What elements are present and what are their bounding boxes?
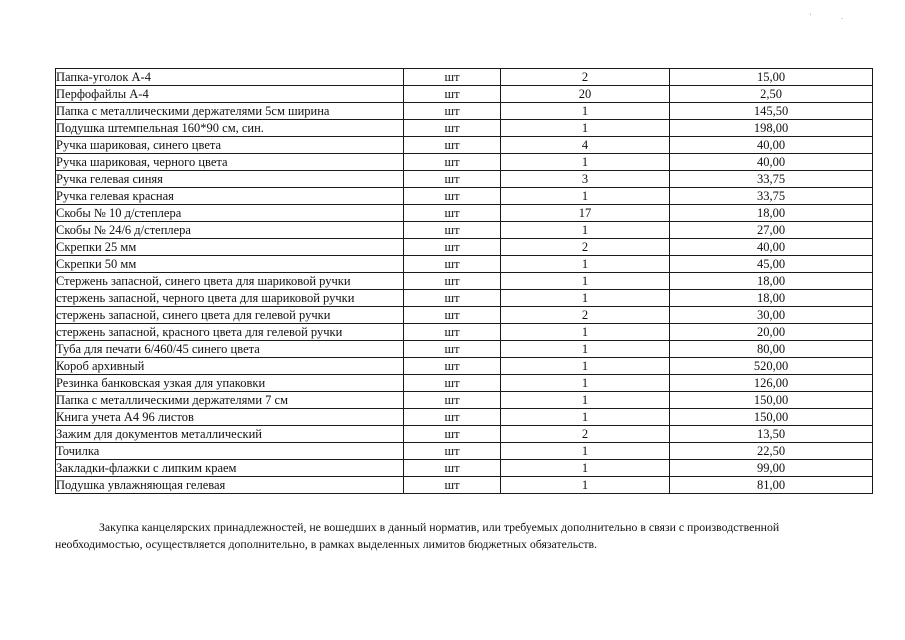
quantity-cell: 4 [501,137,670,154]
table-row [56,222,873,239]
quantity-cell: 1 [501,222,670,239]
unit-cell: шт [404,307,501,324]
table-row [56,341,873,358]
price-cell: 13,50 [670,426,873,443]
unit-cell: шт [404,409,501,426]
quantity-cell: 20 [501,86,670,103]
item-name-cell: Скрепки 25 мм [56,239,404,256]
item-name-cell: Скобы № 24/6 д/степлера [56,222,404,239]
unit-cell: шт [404,154,501,171]
item-name-cell: Ручка гелевая красная [56,188,404,205]
quantity-cell: 1 [501,290,670,307]
item-name-cell: Зажим для документов металлический [56,426,404,443]
quantity-cell: 2 [501,239,670,256]
item-name-cell: Резинка банковская узкая для упаковки [56,375,404,392]
table-row [56,137,873,154]
price-cell: 45,00 [670,256,873,273]
item-name-cell: Перфофайлы А-4 [56,86,404,103]
item-name-cell: Стержень запасной, синего цвета для шариковой ручки [56,273,404,290]
table-row [56,324,873,341]
table-row [56,460,873,477]
unit-cell: шт [404,460,501,477]
unit-cell: шт [404,324,501,341]
supplies-table [55,68,873,494]
unit-cell: шт [404,120,501,137]
item-name-cell: стержень запасной, синего цвета для гелевой ручки [56,307,404,324]
price-cell: 40,00 [670,154,873,171]
footnote-line-1: Закупка канцелярских принадлежностей, не вошедших в данный норматив, или требуемых дополнительно в связи с производственной [99,520,780,534]
quantity-cell: 1 [501,409,670,426]
table-row [56,358,873,375]
unit-cell: шт [404,137,501,154]
table-row [56,86,873,103]
quantity-cell: 1 [501,477,670,494]
unit-cell: шт [404,392,501,409]
price-cell: 30,00 [670,307,873,324]
quantity-cell: 1 [501,460,670,477]
item-name-cell: Книга учета А4 96 листов [56,409,404,426]
table-row [56,392,873,409]
table-row [56,443,873,460]
table-row [56,273,873,290]
quantity-cell: 1 [501,324,670,341]
table-row [56,154,873,171]
price-cell: 99,00 [670,460,873,477]
unit-cell: шт [404,86,501,103]
quantity-cell: 1 [501,120,670,137]
item-name-cell: Скобы № 10 д/степлера [56,205,404,222]
price-cell: 81,00 [670,477,873,494]
quantity-cell: 1 [501,375,670,392]
item-name-cell: Подушка увлажняющая гелевая [56,477,404,494]
unit-cell: шт [404,222,501,239]
unit-cell: шт [404,205,501,222]
item-name-cell: Туба для печати 6/460/45 синего цвета [56,341,404,358]
unit-cell: шт [404,290,501,307]
unit-cell: шт [404,273,501,290]
item-name-cell: Закладки-флажки с липким краем [56,460,404,477]
table-row [56,375,873,392]
quantity-cell: 1 [501,256,670,273]
quantity-cell: 2 [501,426,670,443]
table-row [56,256,873,273]
quantity-cell: 17 [501,205,670,222]
quantity-cell: 1 [501,443,670,460]
table-row [56,477,873,494]
item-name-cell: Точилка [56,443,404,460]
table-row [56,409,873,426]
table-row [56,69,873,86]
item-name-cell: Папка-уголок А-4 [56,69,404,86]
quantity-cell: 1 [501,154,670,171]
unit-cell: шт [404,443,501,460]
item-name-cell: Папка с металлическими держателями 7 см [56,392,404,409]
unit-cell: шт [404,426,501,443]
price-cell: 126,00 [670,375,873,392]
item-name-cell: Папка с металлическими держателями 5см ширина [56,103,404,120]
price-cell: 18,00 [670,205,873,222]
item-name-cell: Ручка шариковая, синего цвета [56,137,404,154]
table-row [56,205,873,222]
quantity-cell: 1 [501,273,670,290]
price-cell: 40,00 [670,137,873,154]
quantity-cell: 1 [501,188,670,205]
unit-cell: шт [404,69,501,86]
price-cell: 150,00 [670,392,873,409]
table-row [56,103,873,120]
price-cell: 33,75 [670,188,873,205]
unit-cell: шт [404,477,501,494]
table-row [56,426,873,443]
price-cell: 198,00 [670,120,873,137]
quantity-cell: 1 [501,341,670,358]
item-name-cell: Короб архивный [56,358,404,375]
item-name-cell: стержень запасной, красного цвета для гелевой ручки [56,324,404,341]
price-cell: 18,00 [670,290,873,307]
unit-cell: шт [404,188,501,205]
price-cell: 2,50 [670,86,873,103]
item-name-cell: Подушка штемпельная 160*90 см, син. [56,120,404,137]
table-row [56,307,873,324]
unit-cell: шт [404,103,501,120]
price-cell: 20,00 [670,324,873,341]
item-name-cell: Скрепки 50 мм [56,256,404,273]
price-cell: 15,00 [670,69,873,86]
table-row [56,239,873,256]
item-name-cell: Ручка шариковая, черного цвета [56,154,404,171]
unit-cell: шт [404,375,501,392]
quantity-cell: 2 [501,69,670,86]
quantity-cell: 1 [501,392,670,409]
table-row [56,188,873,205]
price-cell: 18,00 [670,273,873,290]
unit-cell: шт [404,358,501,375]
footnote-line-2: необходимостью, осуществляется дополнительно, в рамках выделенных лимитов бюджетных обязательств. [55,537,598,551]
price-cell: 80,00 [670,341,873,358]
price-cell: 150,00 [670,409,873,426]
price-cell: 22,50 [670,443,873,460]
page-corner-marks: ' . [809,12,857,21]
price-cell: 145,50 [670,103,873,120]
quantity-cell: 1 [501,103,670,120]
price-cell: 520,00 [670,358,873,375]
quantity-cell: 2 [501,307,670,324]
quantity-cell: 1 [501,358,670,375]
unit-cell: шт [404,171,501,188]
unit-cell: шт [404,256,501,273]
unit-cell: шт [404,239,501,256]
item-name-cell: Ручка гелевая синяя [56,171,404,188]
price-cell: 40,00 [670,239,873,256]
supplies-table-body [56,69,873,494]
table-row [56,120,873,137]
price-cell: 27,00 [670,222,873,239]
unit-cell: шт [404,341,501,358]
quantity-cell: 3 [501,171,670,188]
item-name-cell: стержень запасной, черного цвета для шариковой ручки [56,290,404,307]
table-row [56,171,873,188]
table-row [56,290,873,307]
price-cell: 33,75 [670,171,873,188]
footnote-paragraph [55,519,870,553]
